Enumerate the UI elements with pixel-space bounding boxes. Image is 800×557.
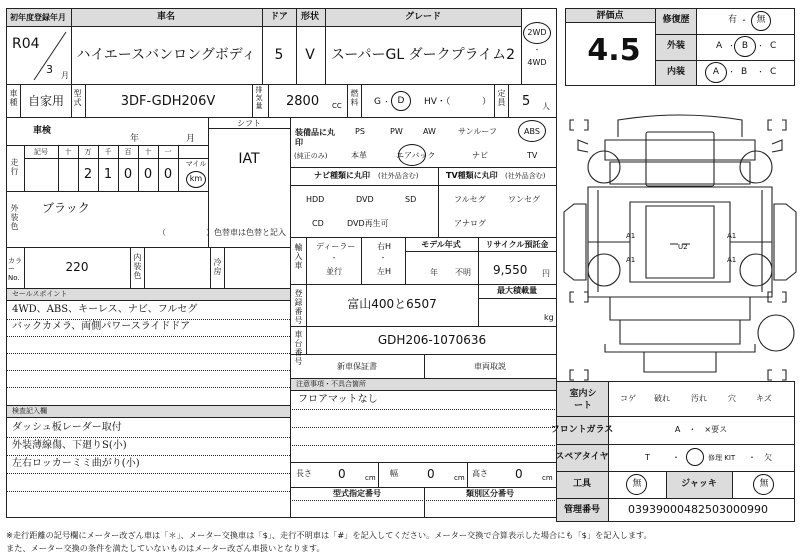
displacement-cc: CC xyxy=(332,102,342,110)
mileage-digit-4: 0 xyxy=(123,167,133,182)
equip-tv: TV xyxy=(527,151,538,160)
spare-kit: 修理 KIT xyxy=(708,454,736,462)
length-label: 長さ xyxy=(296,469,312,478)
mileage-d1: 十 xyxy=(64,148,72,156)
spare-missing: ・ 欠 xyxy=(748,453,772,462)
reg-month-unit: 月 xyxy=(61,71,69,80)
damage-a1-4: A1 xyxy=(727,256,737,264)
exterior-a: A xyxy=(716,41,723,51)
mileage-sign: 記号 xyxy=(34,148,48,156)
door-header: ドア xyxy=(270,12,288,22)
grade-value: スーパーGL ダークプライム2 xyxy=(330,47,516,63)
tv-oneseg: ワンセグ xyxy=(508,195,540,204)
damage-a1-1: A1 xyxy=(626,232,636,240)
mileage-d3: 千 xyxy=(104,148,112,156)
sheet-item-scratch: キズ xyxy=(756,394,772,403)
damage-a1-2: A1 xyxy=(626,256,636,264)
car-damage-diagram xyxy=(560,92,800,382)
jack-value: 無 xyxy=(759,479,769,489)
import-parallel: 並行 xyxy=(326,267,342,276)
new-car-warranty: 新車保証書 xyxy=(337,362,377,371)
notes-value: フロアマットなし xyxy=(298,394,378,405)
car-name-header: 車名 xyxy=(156,12,176,22)
windshield-value: A ・ ×要ス xyxy=(674,425,728,434)
tv-fullseg: フルセグ xyxy=(454,195,486,204)
import-dot-1: ・ xyxy=(330,254,338,262)
color-value: ブラック xyxy=(42,201,90,215)
model-year-label: モデル年式 xyxy=(421,240,461,249)
interior-b: B xyxy=(741,67,748,77)
width-unit: cm xyxy=(454,474,465,482)
drive-dot: ・ xyxy=(533,46,541,54)
interior-c: C xyxy=(770,67,777,77)
import-dealer: ディーラー xyxy=(316,242,356,251)
damage-u2: U2 xyxy=(678,243,688,251)
mileage-mile: マイル xyxy=(185,160,207,168)
fuel-hv: HV・（ xyxy=(424,97,451,107)
model-code: 3DF-GDH206V xyxy=(120,94,216,109)
interior-a: A xyxy=(712,67,720,77)
exterior-b: B xyxy=(741,41,749,51)
capacity-label: 定員 xyxy=(497,89,506,107)
inspect-line2: 外装薄線傷、下廻りS(小) xyxy=(12,440,127,451)
interior-dot-2: ・ xyxy=(757,68,764,76)
mileage-km: km xyxy=(189,174,203,183)
repair-label: 修復歴 xyxy=(662,15,690,25)
fuel-g: G xyxy=(374,97,381,107)
drive-4wd: 4WD xyxy=(527,58,547,67)
equipment-label: 装備品に丸印 xyxy=(295,128,335,148)
mileage-label: 走行 xyxy=(10,158,19,176)
equipment-sub: (純正のみ) xyxy=(294,152,328,160)
inspection-month: 月 xyxy=(186,134,196,144)
height-label: 高さ xyxy=(472,469,488,478)
registration-value: 富山400と6507 xyxy=(347,297,437,311)
equip-pw: PW xyxy=(390,127,403,136)
spare-tire-label: スペアタイヤ xyxy=(555,452,609,462)
import-dot-2: ・ xyxy=(379,254,387,262)
drive-2wd: 2WD xyxy=(527,28,547,37)
inspect-line3: 左右ロッカーミミ曲がり(小) xyxy=(12,458,140,469)
damage-a1-3: A1 xyxy=(727,232,737,240)
navi-label: ナビ種類に丸印 xyxy=(314,171,370,180)
shape-value: V xyxy=(305,47,315,63)
navi-sub: (社外品含む) xyxy=(378,172,419,180)
equip-abs: ABS xyxy=(524,127,540,136)
reg-month: 3 xyxy=(46,63,53,76)
mileage-digit-5: 0 xyxy=(143,167,153,182)
tv-sub: (社外品含む) xyxy=(505,172,546,180)
footer-note-2: また、メーター交換の条件を満たしていないものはメーター改ざん車扱いとなります。 xyxy=(6,543,325,553)
colorno-label: カラーNo. xyxy=(8,257,22,282)
colorno-value: 220 xyxy=(65,260,89,274)
sheet-item-hole: 穴 xyxy=(728,394,736,403)
class-number-label: 類別区分番号 xyxy=(466,489,514,498)
interior-grade-label: 内装 xyxy=(666,67,686,77)
reg-type: 自家用 xyxy=(27,94,65,108)
color-note: （ ）色替車は色替と記入 xyxy=(158,228,286,237)
navi-dvd-play: DVD再生可 xyxy=(347,219,389,228)
equip-aw: AW xyxy=(423,127,436,136)
shift-label: シフト xyxy=(237,119,261,128)
sheet-item-tear: 破れ xyxy=(654,394,670,403)
inspection-year: 年 xyxy=(130,134,140,144)
navi-dvd: DVD xyxy=(356,195,374,204)
mgmt-label: 管理番号 xyxy=(563,505,601,515)
navi-cd: CD xyxy=(312,219,324,228)
reg-date-header: 初年度登録年月 xyxy=(10,13,66,22)
displacement: 2800 xyxy=(286,94,320,109)
model-year-year: 年 xyxy=(430,268,438,277)
import-label: 輸入車 xyxy=(294,243,303,270)
fuel-label: 燃料 xyxy=(350,89,359,107)
repair-no: 無 xyxy=(756,15,766,25)
interior-dot-1: ・ xyxy=(728,68,735,76)
grade-header: グレード xyxy=(404,12,442,22)
recycle-label: リサイクル預託金 xyxy=(485,240,549,249)
ac-label: 冷房 xyxy=(213,258,222,276)
score-value: 4.5 xyxy=(587,33,641,68)
score-label: 評価点 xyxy=(596,11,624,21)
interior-sheet-label: 室内シート xyxy=(569,389,597,411)
fuel-d: D xyxy=(397,96,405,106)
capacity: 5 xyxy=(522,94,531,109)
reg-type-label: 車種 xyxy=(9,89,18,107)
sheet-item-burn: コゲ xyxy=(620,394,636,403)
width-value: 0 xyxy=(427,467,435,481)
selling-label: セールスポイント xyxy=(12,290,68,298)
shift-value: IAT xyxy=(238,151,260,167)
color-label: 外装色 xyxy=(10,204,19,231)
length-unit: cm xyxy=(365,474,376,482)
model-year-unknown: 不明 xyxy=(455,268,471,277)
doors-value: 5 xyxy=(274,47,284,63)
length-value: 0 xyxy=(338,467,346,481)
mileage-digit-6: 0 xyxy=(163,167,173,182)
mgmt-number: 03939000482503000990 xyxy=(628,503,768,516)
spare-t: T xyxy=(645,453,650,462)
windshield-label: フロントガラス xyxy=(550,425,614,435)
interior-color-label: 内装色 xyxy=(133,253,142,280)
chassis-label: 車台番号 xyxy=(294,330,303,366)
car-manual: 車両取説 xyxy=(474,362,506,371)
displacement-label: 排気量 xyxy=(255,86,263,110)
fuel-close: ） xyxy=(482,97,492,107)
capacity-unit: 人 xyxy=(542,102,550,111)
mileage-d4: 百 xyxy=(124,148,132,156)
import-rh: 右H xyxy=(377,242,392,251)
recycle-value: 9,550 xyxy=(493,263,528,277)
spare-dot: ・ xyxy=(672,453,680,462)
inspection-label: 車検 xyxy=(33,126,52,136)
equip-navi: ナビ xyxy=(472,151,488,160)
inspect-line1: ダッシュ板レーダー取付 xyxy=(12,422,122,433)
mileage-digit-2: 2 xyxy=(83,167,93,182)
notes-label: 注意事項・不具合箇所 xyxy=(296,380,366,388)
repair-dot: ・ xyxy=(740,16,748,25)
max-load-unit: kg xyxy=(544,313,554,322)
equip-leather: 本革 xyxy=(351,151,367,160)
exterior-grade-label: 外装 xyxy=(666,41,686,51)
repair-yes: 有 xyxy=(728,15,738,25)
width-label: 幅 xyxy=(390,469,398,478)
model-label: 型式 xyxy=(73,89,82,107)
max-load-label: 最大積載量 xyxy=(497,286,537,295)
selling-line1: 4WD、ABS、キーレス、ナビ、フルセグ xyxy=(12,304,198,315)
inspect-header xyxy=(7,406,290,417)
import-lh: 左H xyxy=(377,267,392,276)
height-unit: cm xyxy=(542,474,553,482)
navi-hdd: HDD xyxy=(306,195,325,204)
type-number-label: 型式指定番号 xyxy=(333,489,381,498)
sheet-item-dirt: 汚れ xyxy=(691,394,707,403)
tools-label: 工具 xyxy=(572,479,592,489)
footer-note-1: ※走行距離の記号欄にメーター改ざん車は「＊」、メーター交換車は「$」、走行不明車は「#」を記入してください。メーター交換で合算表示した場合にも「$」を記入します。 xyxy=(6,530,652,540)
navi-sd: SD xyxy=(405,195,417,204)
equip-airbag: エアバック xyxy=(396,151,436,160)
header-strip xyxy=(7,9,521,26)
exterior-dot-2: ・ xyxy=(757,42,764,50)
equip-sunroof: サンルーフ xyxy=(458,127,497,136)
tv-analog: アナログ xyxy=(454,219,486,228)
registration-label: 登録番号 xyxy=(294,289,303,325)
jack-label: ジャッキ xyxy=(681,479,717,489)
fuel-dot: ・ xyxy=(383,98,390,106)
mileage-digit-3: 1 xyxy=(103,167,113,182)
spare-kit-circle xyxy=(686,448,704,466)
reg-era: R04 xyxy=(12,36,40,52)
inspect-label: 検査記入欄 xyxy=(12,407,47,415)
shape-header: 形状 xyxy=(300,12,320,22)
exterior-dot-1: ・ xyxy=(728,42,735,50)
recycle-yen: 円 xyxy=(542,269,550,278)
car-name-value: ハイエースバンロングボディ xyxy=(76,47,256,63)
tools-value: 無 xyxy=(632,479,642,489)
tv-label: TV種類に丸印 xyxy=(446,171,498,180)
mileage-d2: 万 xyxy=(84,148,92,156)
height-value: 0 xyxy=(515,467,523,481)
chassis-value: GDH206-1070636 xyxy=(377,333,487,347)
mileage-d5: 十 xyxy=(144,148,152,156)
equip-ps: PS xyxy=(355,127,365,136)
mileage-d6: 一 xyxy=(164,148,172,156)
exterior-c: C xyxy=(770,41,777,51)
selling-line2: バックカメラ、両側パワースライドドア xyxy=(12,321,191,332)
